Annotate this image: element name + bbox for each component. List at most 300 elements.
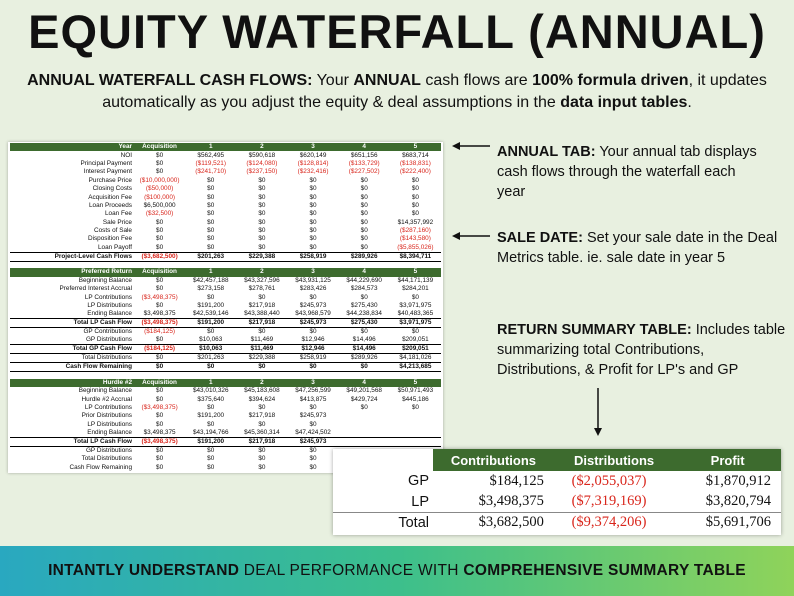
grid-cell: ($227,502)	[348, 168, 380, 176]
grid-header-row	[10, 379, 441, 387]
grid-row	[10, 277, 441, 285]
summary-distributions: ($7,319,169)	[571, 493, 647, 509]
grid-cell: $209,051	[402, 336, 429, 344]
grid-header-cell: 2	[236, 268, 287, 276]
grid-cell: ($119,521)	[195, 159, 226, 167]
summary-contributions: $3,498,375	[478, 493, 544, 509]
grid-cell: $0	[360, 176, 368, 184]
grid-cell: $50,971,493	[397, 387, 434, 395]
note-summary-table	[497, 320, 789, 380]
grid-cell: $0	[156, 446, 164, 454]
grid-header-cell: 2	[236, 379, 287, 387]
grid-cell: $4,181,026	[399, 354, 432, 362]
grid-cell: $44,238,834	[346, 310, 382, 318]
grid-row-label: Acquisition Fee	[88, 193, 132, 201]
grid-cell: ($222,400)	[399, 168, 431, 176]
grid-row-label: Sale Price	[102, 218, 132, 226]
grid-row-label: Beginning Balance	[78, 276, 132, 284]
grid-cell	[339, 421, 390, 429]
grid-header-cell: 3	[287, 379, 338, 387]
grid-cell: $0	[258, 293, 266, 301]
grid-header-row	[10, 268, 441, 276]
grid-cell: $44,229,690	[346, 276, 382, 284]
grid-row	[10, 235, 441, 243]
grid-cell: $394,624	[248, 395, 276, 403]
grid-cell: $10,063	[185, 345, 236, 354]
footer-bold-2: COMPREHENSIVE SUMMARY TABLE	[463, 562, 746, 579]
grid-cell: $0	[309, 235, 317, 243]
summary-row-label: LP	[411, 493, 429, 510]
grid-cell: ($32,500)	[145, 210, 174, 218]
intro-lead: ANNUAL WATERFALL CASH FLOWS:	[27, 72, 313, 89]
grid-header-row	[10, 143, 441, 151]
grid-row-label: Principal Payment	[80, 159, 132, 167]
grid-cell: $47,424,502	[295, 428, 331, 436]
grid-cell: $217,918	[236, 319, 287, 328]
grid-header-cell: 3	[287, 143, 338, 151]
grid-row	[10, 244, 441, 253]
grid-cell: $284,201	[402, 285, 429, 293]
grid-cell: $47,256,599	[295, 387, 331, 395]
grid-cell: ($124,080)	[246, 159, 278, 167]
grid-cell: $191,200	[185, 437, 236, 446]
grid-cell: $0	[309, 463, 317, 471]
grid-cell: $201,263	[185, 252, 236, 261]
grid-cell: ($232,416)	[297, 168, 329, 176]
footer-text: DEAL PERFORMANCE WITH	[239, 562, 464, 579]
grid-cell: $683,714	[402, 151, 429, 159]
page-title: EQUITY WATERFALL (ANNUAL)	[28, 5, 766, 58]
grid-cell: $0	[258, 455, 266, 463]
grid-row	[10, 285, 441, 293]
grid-cell: $0	[258, 446, 266, 454]
grid-cell: $275,430	[339, 319, 390, 328]
summary-profit: $5,691,706	[674, 512, 781, 533]
grid-cell: ($184,125)	[144, 328, 176, 336]
grid-row	[10, 185, 441, 193]
grid-cell: $0	[156, 301, 164, 309]
grid-cell: $0	[411, 328, 419, 336]
grid-row-label: LP Distributions	[87, 420, 132, 428]
grid-cell: $0	[411, 201, 419, 209]
grid-cell: $0	[207, 328, 215, 336]
grid-cell: $43,327,596	[244, 276, 280, 284]
grid-cell: $0	[360, 227, 368, 235]
grid-cell: $229,388	[236, 252, 287, 261]
grid-cell: ($128,814)	[297, 159, 329, 167]
grid-cell: $0	[156, 455, 164, 463]
grid-cell: $289,926	[339, 252, 390, 261]
arrow-down-icon	[592, 388, 604, 436]
grid-cell: $0	[258, 235, 266, 243]
grid-row	[10, 219, 441, 227]
grid-row-label: Cash Flow Remaining	[10, 363, 134, 372]
arrow-left-icon	[452, 230, 492, 242]
grid-cell: $11,469	[236, 345, 287, 354]
grid-cell: $0	[309, 218, 317, 226]
note-sale-body: Set your sale date in the Deal Metrics table. ie. sale date in year 5	[497, 230, 778, 266]
grid-cell: ($237,150)	[246, 168, 278, 176]
grid-cell: $45,360,314	[244, 428, 280, 436]
grid-cell: $0	[156, 420, 164, 428]
grid-row-label: Prior Distributions	[81, 412, 132, 420]
grid-cell: $258,919	[299, 354, 327, 362]
grid-cell: $0	[258, 463, 266, 471]
grid-row	[10, 336, 441, 345]
grid-cell: ($3,498,375)	[134, 437, 185, 446]
grid-cell: ($184,125)	[134, 345, 185, 354]
grid-row	[10, 310, 441, 319]
grid-cell: $245,973	[299, 301, 327, 309]
grid-cell: $0	[156, 243, 164, 251]
grid-cell: $620,149	[299, 151, 327, 159]
grid-cell: $0	[207, 455, 215, 463]
grid-cell: $0	[156, 235, 164, 243]
grid-cell: $0	[309, 176, 317, 184]
grid-cell: $0	[156, 159, 164, 167]
grid-row-label: Total LP Cash Flow	[10, 437, 134, 446]
summary-profit: $3,820,794	[705, 493, 771, 509]
grid-cell: $0	[156, 412, 164, 420]
grid-header-cell: 1	[185, 268, 236, 276]
grid-header-cell: 1	[185, 379, 236, 387]
grid-cell: ($3,498,375)	[134, 319, 185, 328]
note-sale-lead: SALE DATE:	[497, 230, 583, 246]
grid-cell: $0	[134, 363, 185, 372]
grid-cell: $0	[236, 363, 287, 372]
grid-cell	[390, 421, 441, 429]
grid-row-label: GP Contributions	[83, 328, 132, 336]
grid-cell: $278,761	[248, 285, 276, 293]
grid-cell: $45,183,608	[244, 387, 280, 395]
grid-header-cell: Hurdle #2	[10, 379, 134, 387]
grid-spacer	[10, 372, 441, 379]
grid-header-cell: 4	[339, 379, 390, 387]
grid-spacer	[10, 261, 441, 268]
waterfall-spreadsheet	[8, 142, 443, 473]
grid-cell: $191,200	[185, 319, 236, 328]
grid-cell: $0	[411, 404, 419, 411]
grid-cell: $0	[360, 201, 368, 209]
grid-cell: $11,469	[250, 336, 274, 344]
grid-cell: $3,971,975	[399, 301, 432, 309]
grid-cell: $40,483,365	[397, 310, 434, 318]
grid-row-label: Total LP Cash Flow	[10, 319, 134, 328]
grid-row	[10, 252, 441, 261]
grid-row	[10, 151, 441, 159]
grid-cell: $0	[360, 218, 368, 226]
grid-cell: ($3,682,500)	[134, 252, 185, 261]
grid-row-label: Loan Proceeds	[89, 201, 132, 209]
grid-cell: $0	[258, 201, 266, 209]
grid-row-label: GP Distributions	[85, 336, 132, 344]
grid-cell: $445,186	[402, 395, 429, 403]
grid-row	[10, 429, 441, 438]
grid-cell: $191,200	[197, 412, 225, 420]
grid-cell	[390, 437, 441, 446]
grid-header-cell: 5	[390, 143, 441, 151]
grid-cell: $0	[207, 227, 215, 235]
grid-row	[10, 319, 441, 328]
grid-cell: $289,926	[350, 354, 378, 362]
grid-cell: $0	[258, 210, 266, 218]
grid-cell: $245,973	[287, 437, 338, 446]
grid-row	[10, 404, 441, 412]
grid-cell: $42,457,188	[192, 276, 229, 284]
grid-cell: $10,063	[199, 336, 223, 344]
grid-cell: $0	[309, 193, 317, 201]
grid-cell: $14,496	[352, 336, 376, 344]
grid-row-label: Cash Flow Remaining	[69, 463, 132, 471]
grid-cell: $0	[207, 193, 215, 201]
grid-row	[10, 395, 441, 403]
grid-cell: $0	[360, 193, 368, 201]
grid-cell: $0	[287, 363, 338, 372]
grid-row-label: Ending Balance	[87, 310, 132, 318]
grid-cell: $209,051	[390, 345, 441, 354]
grid-header-cell: 4	[339, 268, 390, 276]
grid-cell	[339, 437, 390, 446]
grid-cell: $43,931,125	[295, 276, 331, 284]
grid-row	[10, 202, 441, 210]
grid-cell: $217,918	[248, 412, 276, 420]
grid-cell: $0	[156, 387, 164, 395]
intro-tables: data input tables	[560, 94, 688, 111]
grid-cell: $283,426	[299, 285, 327, 293]
grid-cell: $0	[360, 328, 368, 336]
grid-cell: $0	[207, 176, 215, 184]
grid-cell: $12,946	[287, 345, 338, 354]
grid-header-cell: Preferred Return	[10, 268, 134, 276]
grid-cell	[390, 412, 441, 420]
grid-cell: $0	[207, 201, 215, 209]
grid-cell: ($5,855,026)	[397, 243, 434, 251]
grid-cell: ($3,498,375)	[141, 293, 178, 301]
grid-row	[10, 227, 441, 235]
grid-cell: $0	[156, 285, 164, 293]
return-summary-table	[333, 449, 781, 535]
grid-cell: $0	[309, 227, 317, 235]
grid-cell: $49,201,568	[346, 387, 382, 395]
grid-cell: $4,213,685	[390, 363, 441, 372]
note-annual-lead: ANNUAL TAB:	[497, 144, 596, 160]
grid-cell: $0	[360, 210, 368, 218]
summary-row-label: Total	[333, 512, 433, 533]
grid-row-label: Interest Payment	[83, 168, 132, 176]
grid-spacer-cell	[10, 372, 441, 379]
grid-cell: $229,388	[248, 354, 276, 362]
summary-contributions: $184,125	[489, 472, 544, 489]
grid-cell: ($138,831)	[399, 159, 431, 167]
grid-cell: $0	[360, 185, 368, 193]
grid-header-cell: 1	[185, 143, 236, 151]
grid-cell: $0	[309, 201, 317, 209]
grid-cell	[339, 412, 390, 420]
grid-cell: $0	[156, 168, 164, 176]
grid-row-label: Beginning Balance	[78, 387, 132, 395]
grid-cell: $0	[207, 210, 215, 218]
grid-cell: ($100,000)	[144, 193, 176, 201]
grid-cell: $245,973	[299, 412, 327, 420]
grid-cell: ($287,160)	[399, 227, 431, 235]
grid-header-cell: Year	[10, 143, 134, 151]
grid-cell: $0	[309, 210, 317, 218]
grid-row-label: NOI	[120, 151, 132, 159]
grid-row	[10, 345, 441, 354]
grid-spacer-cell	[10, 261, 441, 268]
grid-row	[10, 193, 441, 201]
summary-row-label: GP	[408, 473, 429, 490]
summary-distributions: ($9,374,206)	[554, 512, 674, 533]
grid-cell: $429,724	[350, 395, 378, 403]
grid-cell	[339, 429, 390, 438]
grid-row-label: LP Contributions	[84, 404, 132, 411]
grid-cell: $0	[309, 293, 317, 301]
grid-cell: $43,968,579	[295, 310, 331, 318]
grid-cell: $590,618	[248, 151, 276, 159]
grid-cell: $0	[207, 446, 215, 454]
summary-header-contributions: Contributions	[433, 449, 554, 471]
grid-cell: $0	[258, 243, 266, 251]
grid-cell: ($241,710)	[195, 168, 227, 176]
grid-cell: $0	[156, 354, 164, 362]
intro-part: .	[687, 94, 692, 111]
grid-cell: $0	[258, 218, 266, 226]
grid-cell: $43,194,766	[192, 428, 229, 436]
grid-cell: $0	[309, 446, 317, 454]
grid-row-label: GP Distributions	[85, 446, 132, 454]
grid-header-cell: Acquisition	[134, 143, 185, 151]
grid-cell: $44,171,139	[397, 276, 434, 284]
grid-cell: $0	[207, 420, 215, 428]
grid-cell: $0	[360, 243, 368, 251]
summary-row-total	[333, 512, 781, 533]
grid-cell: ($143,580)	[399, 235, 431, 243]
note-sale-date	[497, 228, 789, 268]
grid-cell: ($3,498,375)	[141, 404, 178, 411]
grid-row-label: Purchase Price	[88, 176, 132, 184]
note-summary-lead: RETURN SUMMARY TABLE:	[497, 322, 692, 338]
grid-cell: $245,973	[287, 319, 338, 328]
grid-cell: $0	[258, 185, 266, 193]
grid-cell: $191,200	[197, 301, 225, 309]
grid-row	[10, 354, 441, 363]
summary-contributions: $3,682,500	[433, 512, 554, 533]
grid-cell: ($10,000,000)	[139, 176, 180, 184]
grid-cell: $562,495	[197, 151, 225, 159]
grid-cell: $0	[309, 328, 317, 336]
grid-cell: $0	[185, 363, 236, 372]
grid-row-label: Total Distributions	[81, 354, 132, 362]
grid-header-cell: 3	[287, 268, 338, 276]
summary-distributions: ($2,055,037)	[571, 472, 647, 489]
intro-part: cash flows are	[420, 72, 533, 89]
grid-cell: $0	[411, 185, 419, 193]
summary-row-lp	[333, 492, 781, 513]
grid-row	[10, 302, 441, 310]
summary-header-distributions: Distributions	[554, 449, 674, 471]
grid-row	[10, 177, 441, 185]
grid-cell: $0	[411, 293, 419, 301]
grid-row	[10, 437, 441, 446]
grid-cell: $0	[207, 463, 215, 471]
grid-row	[10, 160, 441, 168]
grid-cell: $273,158	[197, 285, 225, 293]
note-annual-body: Your annual tab displays cash flows through the waterfall each year	[497, 144, 757, 200]
arrow-left-icon	[452, 140, 492, 152]
grid-row	[10, 387, 441, 395]
grid-header-cell: 4	[339, 143, 390, 151]
grid-cell: $0	[258, 227, 266, 235]
summary-header-profit: Profit	[674, 449, 781, 471]
grid-cell: $0	[207, 185, 215, 193]
grid-row-label: LP Distributions	[87, 301, 132, 309]
grid-row-label: Hurdle #2 Accrual	[81, 395, 132, 403]
grid-cell: $3,498,375	[143, 428, 176, 436]
grid-cell: $0	[258, 420, 266, 428]
grid-row-label: Disposition Fee	[87, 235, 132, 243]
grid-cell: $0	[309, 243, 317, 251]
grid-cell: $3,498,375	[143, 310, 176, 318]
grid-cell: $0	[360, 293, 368, 301]
grid-cell: $413,875	[299, 395, 327, 403]
grid-row	[10, 210, 441, 218]
grid-row-label: Total GP Cash Flow	[10, 345, 134, 354]
grid-row-label: Ending Balance	[87, 428, 132, 436]
grid-cell: $0	[309, 420, 317, 428]
grid-header-cell: Acquisition	[134, 268, 185, 276]
grid-cell: $14,357,992	[397, 218, 434, 226]
grid-row-label: Closing Costs	[92, 185, 132, 193]
grid-cell: $8,394,711	[390, 252, 441, 261]
grid-cell: $0	[156, 151, 164, 159]
grid-cell: $0	[207, 218, 215, 226]
grid-header-cell: 5	[390, 268, 441, 276]
grid-cell: $217,918	[248, 301, 276, 309]
summary-row-gp	[333, 471, 781, 492]
grid-header-cell: 5	[390, 379, 441, 387]
grid-cell: $0	[258, 328, 266, 336]
grid-cell: $14,496	[339, 345, 390, 354]
grid-cell: $0	[339, 363, 390, 372]
grid-row-label: Preferred Interest Accrual	[59, 285, 132, 293]
grid-cell: $3,971,975	[390, 319, 441, 328]
grid-cell: $0	[156, 463, 164, 471]
grid-cell: $0	[360, 235, 368, 243]
grid-cell	[390, 429, 441, 438]
footer-bold-1: INTANTLY UNDERSTAND	[48, 562, 240, 579]
grid-cell: $0	[207, 404, 215, 411]
grid-cell: $217,918	[236, 437, 287, 446]
grid-cell: $0	[258, 176, 266, 184]
grid-cell: $0	[207, 235, 215, 243]
grid-cell: $0	[156, 276, 164, 284]
intro-part: Your	[312, 72, 354, 89]
grid-cell: $0	[411, 176, 419, 184]
grid-row-label: Total Distributions	[81, 455, 132, 463]
grid-row	[10, 421, 441, 429]
grid-row	[10, 412, 441, 420]
grid-row	[10, 328, 441, 337]
grid-cell: $0	[156, 336, 164, 344]
grid-cell: $375,640	[197, 395, 225, 403]
grid-row-label: Costs of Sale	[93, 227, 132, 235]
grid-cell: $651,156	[350, 151, 378, 159]
grid-cell: $275,430	[350, 301, 378, 309]
grid-row-label: LP Contributions	[84, 293, 132, 301]
grid-cell: $42,539,146	[192, 310, 229, 318]
grid-cell: $0	[258, 404, 266, 411]
